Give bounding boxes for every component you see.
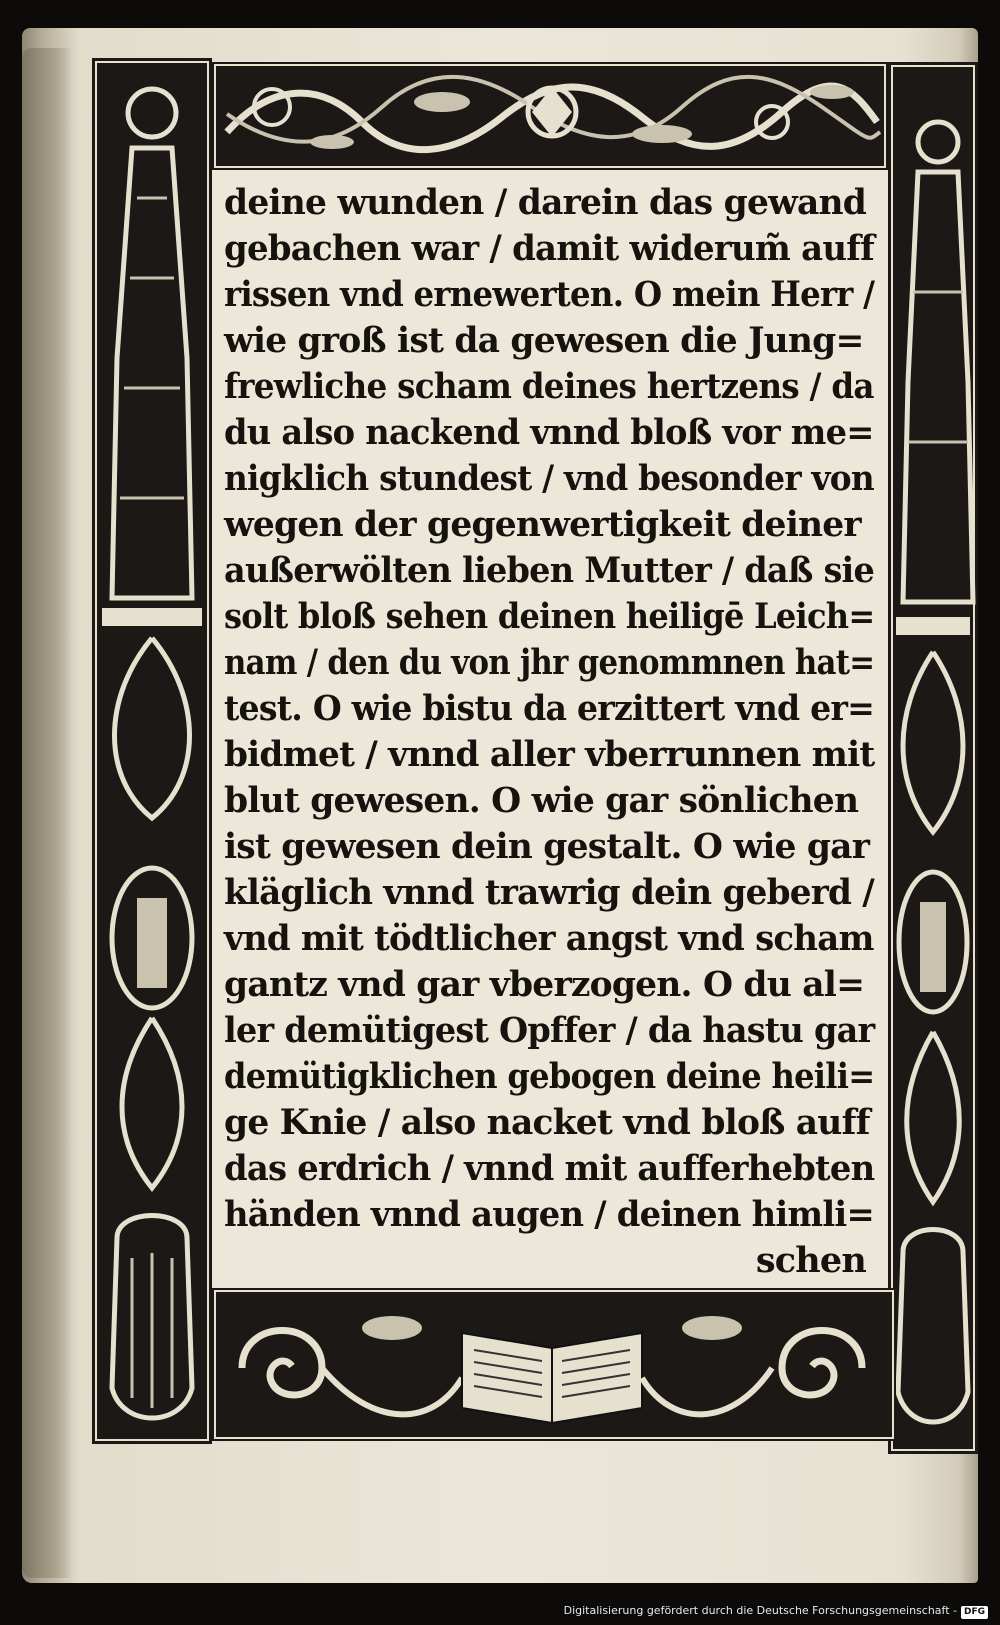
text-line: schen [755, 1240, 866, 1281]
text-line: vnd mit tödtlicher angst vnd scham [224, 918, 874, 959]
text-line: nam / den du von jhr genommnen hat= [224, 642, 875, 683]
text-line: ge Knie / also nacket vnd bloß auff [224, 1102, 870, 1143]
text-line: solt bloß sehen deinen heiligē Leich= [224, 596, 875, 637]
text-line: wie groß ist da gewesen die Jung= [224, 320, 864, 361]
text-line: nigklich stundest / vnd besonder von [224, 458, 874, 499]
text-line: händen vnnd augen / deinen himli= [224, 1194, 874, 1235]
digitization-credit [564, 1603, 988, 1619]
text-line: du also nackend vnnd bloß vor me= [224, 412, 874, 453]
text-line: blut gewesen. O wie gar sönlichen [224, 780, 859, 821]
text-line: gebachen war / damit widerum̃ auff [224, 228, 874, 269]
dfg-badge: DFG [961, 1606, 988, 1619]
text-line: bidmet / vnnd aller vberrunnen mit [224, 734, 875, 775]
text-line: kläglich vnnd trawrig dein geberd / [224, 872, 874, 913]
blackletter-text-block [224, 180, 884, 1284]
text-line: wegen der gegenwertigkeit deiner [224, 504, 861, 545]
text-line: test. O wie bistu da erzittert vnd er= [224, 688, 875, 729]
text-line: rissen vnd ernewerten. O mein Herr / [224, 274, 875, 315]
bottom-ornamental-border [212, 1288, 896, 1441]
text-line: frewliche scham deines hertzens / da [224, 366, 874, 407]
right-ornamental-border [888, 62, 978, 1454]
book-spine-shadow [22, 48, 72, 1578]
text-line: ler demütigest Opffer / da hastu gar [224, 1010, 875, 1051]
text-line: außerwölten lieben Mutter / daß sie [224, 550, 875, 591]
credit-text: Digitalisierung gefördert durch die Deutsche Forschungsgemeinschaft - [563, 1604, 957, 1617]
left-ornamental-border [92, 58, 212, 1444]
text-line: deine wunden / darein das gewand [224, 182, 867, 223]
text-line: ist gewesen dein gestalt. O wie gar [224, 826, 870, 867]
top-ornamental-border [212, 62, 888, 170]
text-line: demütigklichen gebogen deine heili= [224, 1056, 875, 1097]
text-line: das erdrich / vnnd mit aufferhebten [224, 1148, 875, 1189]
text-line: gantz vnd gar vberzogen. O du al= [224, 964, 865, 1005]
text-panel [212, 170, 888, 1288]
